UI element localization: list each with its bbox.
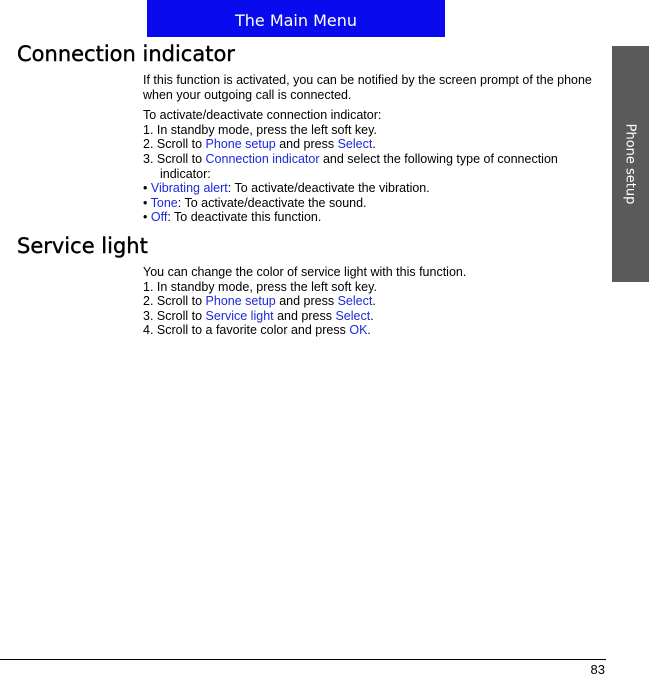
step-text: . (372, 294, 376, 309)
step-text: . (367, 323, 371, 338)
service-light-step-1: 1. In standby mode, press the left soft key. (143, 279, 377, 294)
step-text: 2. Scroll to (143, 137, 206, 152)
select-softkey-ref: Select (337, 294, 373, 309)
bullet-text: : To deactivate this function. (167, 210, 322, 225)
side-tab-label: Phone setup (622, 123, 638, 205)
step-text: and press (273, 308, 336, 323)
connection-indicator-intro: If this function is activated, you can be notified by the screen prompt of the phone when your outgoing call is connected. (143, 73, 592, 102)
connection-indicator-step-3 (143, 152, 605, 167)
service-light-intro: You can change the color of service light with this function. (143, 265, 467, 279)
chapter-header-title: The Main Menu (234, 11, 358, 30)
connection-indicator-step-1: 1. In standby mode, press the left soft key. (143, 122, 377, 137)
service-light-step-3 (143, 309, 605, 324)
bullet-text: : To activate/deactivate the sound. (177, 195, 367, 210)
bullet-mark: • (143, 210, 151, 225)
vibrating-alert-option-ref: Vibrating alert (150, 181, 228, 196)
off-option-ref: Off (150, 210, 168, 225)
bullet-off (143, 210, 605, 225)
bullet-vibrating-alert (143, 181, 605, 196)
section-side-tab (612, 46, 649, 282)
step-text: 2. Scroll to (143, 294, 206, 309)
step-text: . (372, 137, 376, 152)
chapter-header-tab (147, 0, 445, 37)
phone-setup-menu-ref: Phone setup (205, 137, 276, 152)
step-text: and press (275, 137, 338, 152)
step-text: 4. Scroll to a favorite color and press (143, 323, 350, 338)
service-light-step-2 (143, 294, 605, 309)
service-light-heading: Service light (17, 234, 148, 258)
step-text: and press (275, 294, 338, 309)
bullet-tone (143, 196, 605, 211)
connection-indicator-lead: To activate/deactivate connection indicator: (143, 108, 382, 123)
page-number: 83 (590, 662, 605, 677)
service-light-step-4 (143, 323, 605, 338)
tone-option-ref: Tone (150, 195, 178, 210)
select-softkey-ref: Select (337, 137, 373, 152)
bullet-mark: • (143, 181, 151, 196)
footer-divider (0, 659, 606, 660)
service-light-body (143, 265, 605, 338)
step-text: 3. Scroll to (143, 151, 206, 166)
select-softkey-ref: Select (335, 308, 371, 323)
bullet-text: : To activate/deactivate the vibration. (227, 181, 430, 196)
phone-setup-menu-ref: Phone setup (205, 294, 276, 309)
step-text: and select the following type of connection (319, 151, 558, 166)
step-text: . (370, 308, 374, 323)
connection-indicator-menu-ref: Connection indicator (205, 151, 320, 166)
service-light-menu-ref: Service light (205, 308, 274, 323)
ok-softkey-ref: OK (349, 323, 368, 338)
connection-indicator-step-2 (143, 137, 605, 152)
bullet-mark: • (143, 195, 151, 210)
connection-indicator-step-3-cont: indicator: (160, 166, 211, 181)
connection-indicator-body (143, 73, 605, 225)
step-text: 3. Scroll to (143, 308, 206, 323)
connection-indicator-heading: Connection indicator (17, 42, 235, 66)
